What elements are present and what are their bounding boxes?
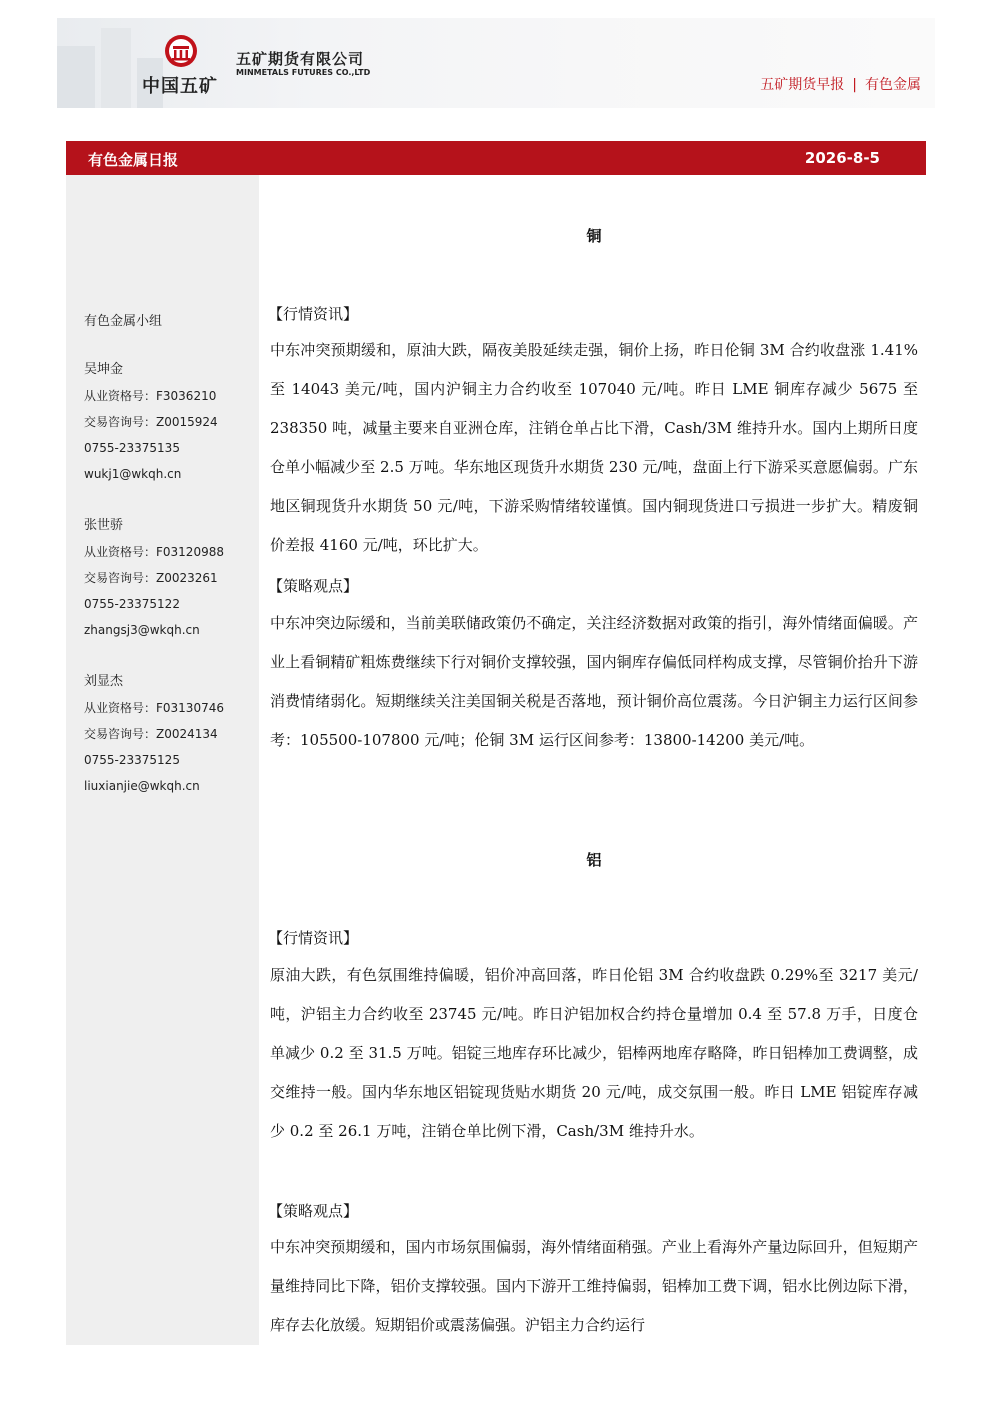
aluminum-news-heading: 【行情资讯】	[268, 929, 359, 947]
analyst-card	[84, 669, 254, 799]
logo-text: 中国五矿	[142, 76, 218, 97]
copper-news-text: 中东冲突预期缓和，原油大跌，隔夜美股延续走强，铜价上扬，昨日伦铜 3M 合约收盘涨 1.41%至 14043 美元/吨，国内沪铜主力合约收至 107040 元/吨。昨日 LME 铜库存减少 5675 至 238350 吨，减量主要来自亚洲仓库，注销仓单占比下滑，Cash/3M 维持升水。国内上期所日度仓单小幅减少至 2.5 万吨。华东地区现货升水期货 230 元/吨，盘面上行下游采买意愿偏弱。广东地区铜现货升水期货 50 元/吨，下游采购情绪较谨慎。国内铜现货进口亏损进一步扩大。精废铜价差报 4160 元/吨，环比扩大。	[270, 341, 918, 554]
report-title: 有色金属日报	[88, 151, 179, 169]
analyst-phone: 0755-23375125	[84, 753, 180, 767]
header-separator: |	[852, 77, 857, 93]
analyst-name: 吴坤金	[84, 362, 124, 377]
banner-building-shape	[57, 46, 95, 108]
company-name-en: MINMETALS FUTURES CO.,LTD	[236, 68, 371, 77]
analyst-consult-no: 交易咨询号：Z0024134	[84, 727, 218, 741]
banner-building-shape	[101, 28, 131, 108]
analyst-consult-no: 交易咨询号：Z0023261	[84, 571, 218, 585]
section-title-copper: 铜	[586, 227, 602, 245]
analyst-qualification: 从业资格号：F03120988	[84, 545, 224, 559]
analyst-email: zhangsj3@wkqh.cn	[84, 623, 200, 637]
analyst-sidebar	[66, 175, 259, 1345]
title-bar	[66, 141, 926, 175]
minmetals-logo-icon	[164, 34, 198, 68]
analyst-consult-no: 交易咨询号：Z0015924	[84, 415, 218, 429]
team-name: 有色金属小组	[84, 314, 163, 329]
analyst-phone: 0755-23375135	[84, 441, 180, 455]
report-category: 有色金属	[865, 77, 921, 93]
analyst-name: 张世骄	[84, 518, 124, 533]
report-series-label	[760, 74, 921, 94]
analyst-card	[84, 357, 254, 487]
analyst-qualification: 从业资格号：F3036210	[84, 389, 217, 403]
report-date: 2026-8-5	[804, 149, 880, 167]
analyst-qualification: 从业资格号：F03130746	[84, 701, 224, 715]
analyst-email: wukj1@wkqh.cn	[84, 467, 182, 481]
aluminum-view-heading: 【策略观点】	[268, 1202, 359, 1220]
copper-view-heading: 【策略观点】	[268, 577, 359, 595]
analyst-card	[84, 513, 254, 643]
analyst-phone: 0755-23375122	[84, 597, 180, 611]
aluminum-news-text: 原油大跌，有色氛围维持偏暖，铝价冲高回落，昨日伦铝 3M 合约收盘跌 0.29%至 3217 美元/吨，沪铝主力合约收至 23745 元/吨。昨日沪铝加权合约持仓量增加 0.4 至 57.8 万手，日度仓单减少 0.2 至 31.5 万吨。铝锭三地库存环比减少，铝棒两地库存略降，昨日铝棒加工费调整，成交维持一般。国内华东地区铝锭现货贴水期货 20 元/吨，成交氛围一般。昨日 LME 铝锭库存减少 0.2 至 26.1 万吨，注销仓单比例下滑，Cash/3M 维持升水。	[270, 966, 918, 1140]
company-name-cn: 五矿期货有限公司	[236, 50, 365, 68]
section-title-aluminum: 铝	[586, 851, 602, 869]
copper-view-text: 中东冲突边际缓和，当前美联储政策仍不确定，关注经济数据对政策的指引，海外情绪面偏暖。产业上看铜精矿粗炼费继续下行对铜价支撑较强，国内铜库存偏低同样构成支撑，尽管铜价抬升下游消费情绪弱化。短期继续关注美国铜关税是否落地，预计铜价高位震荡。今日沪铜主力运行区间参考：105500-107800 元/吨；伦铜 3M 运行区间参考：13800-14200 美元/吨。	[270, 614, 918, 749]
analyst-email: liuxianjie@wkqh.cn	[84, 779, 200, 793]
aluminum-view-text: 中东冲突预期缓和，国内市场氛围偏弱，海外情绪面稍强。产业上看海外产量边际回升，但短期产量维持同比下降，铝价支撑较强。国内下游开工维持偏弱，铝棒加工费下调，铝水比例边际下滑，库存去化放缓。短期铝价或震荡偏强。沪铝主力合约运行	[270, 1238, 918, 1334]
report-series: 五矿期货早报	[760, 77, 845, 93]
copper-news-heading: 【行情资讯】	[268, 305, 359, 323]
analyst-name: 刘显杰	[84, 674, 124, 689]
